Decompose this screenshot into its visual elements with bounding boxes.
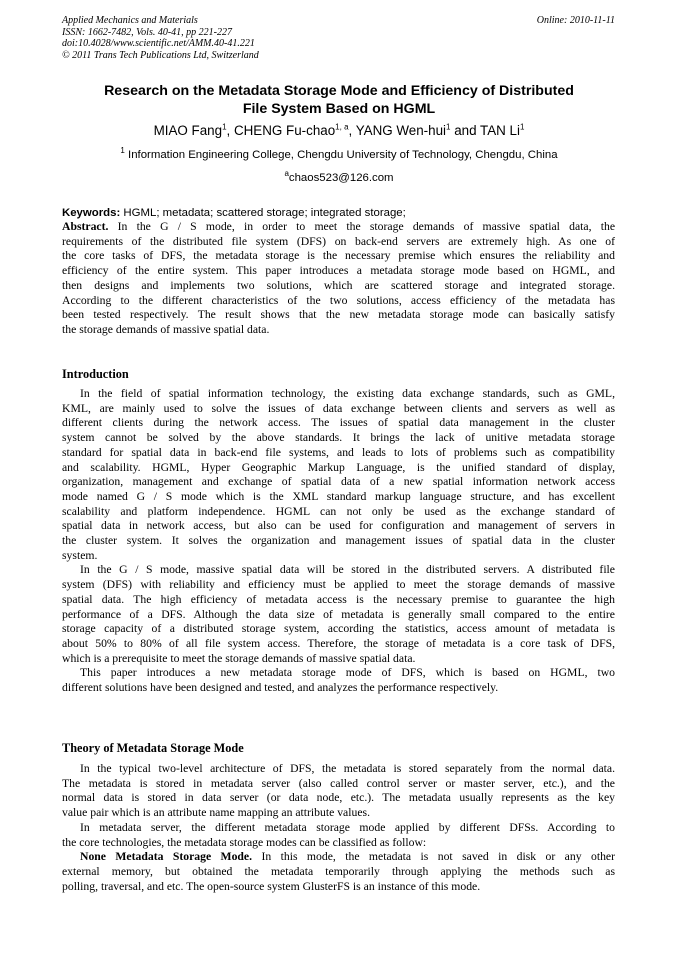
email-address: chaos523@126.com [288,172,394,184]
paragraph-line: normal data is stored in data server (or data node, etc.). The metadata usually represents as the key [62,791,615,805]
paragraph-line [62,850,615,865]
abstract-line: then designs and implements two solutions, which are scattered storage and integrated storage. [62,278,615,292]
corresponding-email [62,171,616,186]
copyright-line: © 2011 Trans Tech Publications Ltd, Switzerland [62,49,259,61]
paragraph-line: In the G / S mode, massive spatial data will be stored in the distributed servers. A distributed file [80,563,615,577]
publication-meta [62,15,259,61]
abstract-line: requirements of the distributed file system (DFS) on back-end servers are extremely high. As one of [62,234,615,248]
paragraph-line: the cluster system. It solves the organization and management issues of spatial data in the cluster [62,534,615,548]
paragraph-line: scalability and platform independence. HGML can not only be used as the exchange standard of [62,504,615,518]
abstract-line: been tested respectively. The result shows that the new metadata storage mode can basically satisfy [62,308,615,322]
paragraph-line: system. [62,548,98,562]
paragraph-line: and scalability. HGML, Hyper Geographic Markup Language, is the unified standard of display, [62,460,615,474]
paragraph-line: In the typical two-level architecture of DFS, the metadata is stored separately from the normal data. [80,762,615,775]
paragraph-line: system cannot be solved by the above standards. It brings the lack of unitive metadata storage [62,431,615,445]
introduction-body [62,387,615,696]
author-name: TAN Li [480,123,520,138]
paper-title [62,82,616,118]
author-affiliation-mark: 1 [446,122,451,132]
paragraph-line: external memory, but obtained the metadata temporarily through applying the methods such as [62,864,615,878]
author-affiliation-mark: 1 [519,122,525,132]
paragraph-line: performance of a DFS. Although the data size of metadata is generally small compared to the entire [62,607,615,621]
paragraph-line: In the field of spatial information technology, the existing data exchange standards, such as GML, [80,387,615,400]
paragraph-line: system (DFS) with reliability and efficiency must be applied to meet the storage demands of massive [62,578,615,592]
author-separator: and [450,123,481,138]
section-heading-theory: Theory of Metadata Storage Mode [62,741,244,755]
abstract-line: According to the different characteristics of the two solutions, access efficiency of the metadata has [62,293,615,307]
author-affiliation-mark: 1 [222,122,227,132]
abstract-line: efficiency of the entire system. This paper introduces a metadata storage mode based on HGML, and [62,264,615,278]
paragraph-line: In metadata server, the different metadata storage mode applied by different DFSs. According to [80,820,615,834]
keywords-label: Keywords: [62,207,121,219]
affiliation-text: Information Engineering College, Chengdu University of Technology, Chengdu, China [128,149,558,161]
author-list [62,122,616,140]
author-name: YANG Wen-hui [355,123,447,138]
paragraph-line: value pair which is an attribute name mapping an attribute values. [62,806,370,820]
abstract-line [62,220,615,235]
paragraph-line: This paper introduces a new metadata storage mode of DFS, which is based on HGML, two [80,666,615,680]
abstract-line: the storage demands of massive spatial data. [62,322,270,336]
mode-text: In this mode, the metadata is not saved in disk or any other [261,850,615,864]
paragraph-line: organization, management and exchange of spatial data of a new spatial information network access [62,475,615,489]
paragraph-line: spatial data. The high efficiency of metadata access is the necessary premise to guarantee the high [62,592,615,606]
email-mark: a [284,169,289,179]
paragraph-line: The metadata is stored in metadata server (also called control server or master server, etc.), and the [62,776,615,790]
title-line-2: File System Based on HGML [242,101,436,117]
keywords [62,206,406,220]
paragraph-line: polling, traversal, and etc. The open-source system GlusterFS is an instance of this mode. [62,879,481,893]
title-line-1: Research on the Metadata Storage Mode and Efficiency of Distributed [104,83,574,99]
abstract-label: Abstract. [62,220,109,233]
abstract [62,220,615,338]
affiliation [62,148,616,163]
affiliation-mark: 1 [120,146,125,156]
author-separator: , [226,123,234,138]
paragraph-line: different clients during the network access. The issues of spatial data management in the cluster [62,416,615,430]
paragraph-line: KML, are mainly used to solve the issues of data exchange between clients and servers as well as [62,401,615,415]
paragraph-line: standard for spatial data in back-end file systems, and leads to lots of problems such as compatibility [62,445,615,459]
paragraph-line: mode named G / S mode which is the XML standard markup language structure, and has excellent [62,489,615,503]
theory-body [62,762,615,894]
author-separator: , [348,123,356,138]
section-heading-introduction: Introduction [62,367,129,381]
abstract-text: In the G / S mode, in order to meet the storage demands of massive spatial data, the [117,220,616,233]
paragraph-line: the core technologies, the metadata storage modes can be classified as follow: [62,835,427,849]
paragraph-line: spatial data in network access, but also can be used for configuration and management of servers in [62,519,615,533]
paragraph-line: which is a prerequisite to meet the storage demands of massive spatial data. [62,651,416,665]
paragraph-line: different solutions have been designed and tested, and analyzes the performance respectively. [62,681,499,695]
author-name: CHENG Fu-chao [233,123,336,138]
online-date: Online: 2010-11-11 [536,15,615,26]
paragraph-line: storage capacity of a distributed storage system, according the statistics, access amount of metadata is [62,622,615,636]
doi-line: doi:10.4028/www.scientific.net/AMM.40-41.221 [62,38,255,49]
keywords-text: HGML; metadata; scattered storage; integrated storage; [123,207,406,219]
paragraph-line: about 50% to 80% of all file system access. Therefore, the storage of metadata is a core task of DFS, [62,636,615,650]
issn-line: ISSN: 1662-7482, Vols. 40-41, pp 221-227 [62,26,232,38]
author-name: MIAO Fang [153,123,223,138]
author-affiliation-mark: 1, a [335,122,349,132]
journal-name: Applied Mechanics and Materials [62,15,198,26]
mode-label: None Metadata Storage Mode. [80,850,253,864]
abstract-line: the core tasks of DFS, the metadata storage is the necessary premise which ensures the reliability and [62,249,615,263]
